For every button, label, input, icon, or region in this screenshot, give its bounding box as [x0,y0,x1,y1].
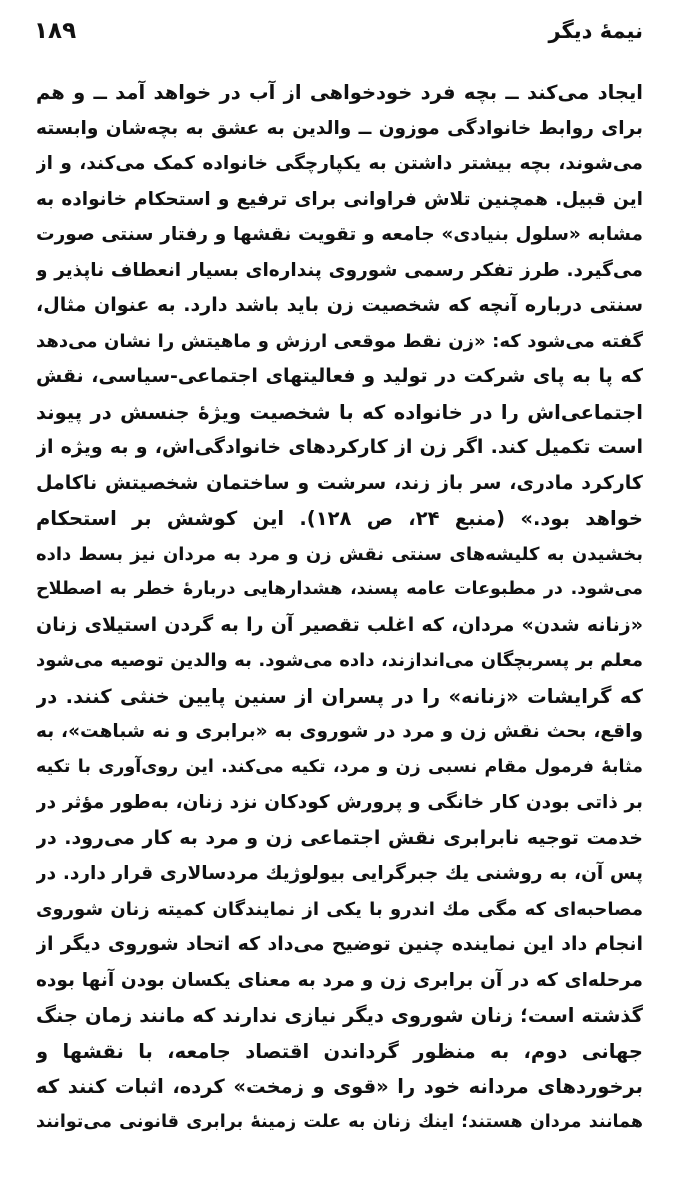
text-line: می‌گیرد. طرز تفکر رسمی شوروی پنداره‌ای بسیار انعطاف ناپذیر و [36,259,643,281]
text-line: پس آن، به روشنی یك جبرگرایی بیولوژیك مردسالاری قرار دارد. در [36,863,643,884]
text-line: کارکرد مادری، سر باز زند، سرشت و ساختمان شخصیتش ناکامل [36,471,643,494]
text-line: گفته می‌شود که: «زن نقط موقعی ارزش و ماهیتش را نشان می‌دهد [36,330,643,352]
text-line: این قبیل. همچنین تلاش فراوانی برای ترفیع و استحکام خانواده به [36,188,643,210]
page-number: ۱۸۹ [34,18,77,44]
text-line: که پا به پای شرکت در تولید و فعالیتهای اجتماعی-سیاسی، نقش [36,365,643,387]
text-line: مثابهٔ فرمول مقام نسبی زن و مرد، تکیه می‌کند. این روی‌آوری با تکیه [36,756,643,777]
text-line: که گرایشات «زنانه» را در پسران از سنین پایین خنثی کنند. در [36,684,643,708]
text-line: خواهد بود.» (منبع ۲۴، ص ۱۲۸). این کوشش بر استحکام [36,507,643,530]
text-line: واقع، بحث نقش زن و مرد در شوروی به «برابری و نه شباهت»، به [36,721,643,742]
text-line: همانند مردان هستند؛ اینك زنان به علت زمینهٔ برابری قانونی می‌توانند [36,1111,643,1132]
body-text [36,75,643,1140]
text-line: «زنانه شدن» مردان، که اغلب تقصیر آن را به گردن استیلای زنان [36,613,643,636]
text-line: اجتماعی‌اش را در خانواده که با شخصیت ویژهٔ جنسش در پیوند [36,400,643,424]
text-line: معلم بر پسربچگان می‌اندازند، داده می‌شود. به والدین توصیه می‌شود [36,650,643,671]
text-line: می‌شوند، بچه بیشتر داشتن به یکپارچگی خانواده کمک می‌کند، و از [36,153,643,174]
text-line: مشابه «سلول بنیادی» جامعه و تقویت نقشها و رفتار سنتی صورت [36,224,643,245]
text-line: انجام داد این نماینده چنین توضیح می‌داد که اتحاد شوروی دیگر از [36,933,643,955]
text-line: برای روابط خانوادگی موزون ــ والدین به عشق به بچه‌شان وابسته [36,117,643,139]
page-header [34,14,643,50]
text-line: بر ذاتی بودن کار خانگی و پرورش کودکان نزد زنان، به‌طور مؤثر در [36,792,643,813]
text-line: می‌شود. در مطبوعات عامه پسند، هشدارهایی دربارهٔ خطر به اصطلاح [36,579,643,599]
running-title: نیمهٔ دیگر [548,19,643,43]
text-line: برخوردهای مردانه خود را «قوی و زمخت» کرده، اثبات کنند که [36,1075,643,1098]
text-line: جهانی دوم، به منظور گرداندن اقتصاد جامعه، با نقشها و [36,1039,643,1063]
text-line: است تکمیل کند. اگر زن از کارکردهای خانوادگی‌اش، و به ویژه از [36,436,643,458]
text-line: مصاحبه‌ای که مگی مك اندرو با یکی از نمایندگان کمیته زنان شوروی [36,898,643,920]
text-line: گذشته است؛ زنان شوروی دیگر نیازی ندارند که مانند زمان جنگ [36,1004,643,1027]
text-line: ایجاد می‌کند ــ بچه فرد خودخواهی از آب در خواهد آمد ــ و هم [36,81,643,104]
text-line: مرحله‌ای که در آن برابری زن و مرد به معنای یکسان بودن آنها بوده [36,969,643,991]
text-line: خدمت توجیه نابرابری نقش اجتماعی زن و مرد به کار می‌رود. در [36,826,643,849]
text-line: بخشیدن به کلیشه‌های سنتی نقش زن و مرد به مردان نیز بسط داده [36,543,643,565]
text-line: سنتی درباره آنچه که شخصیت زن باید باشد دارد. به عنوان مثال، [36,294,643,316]
